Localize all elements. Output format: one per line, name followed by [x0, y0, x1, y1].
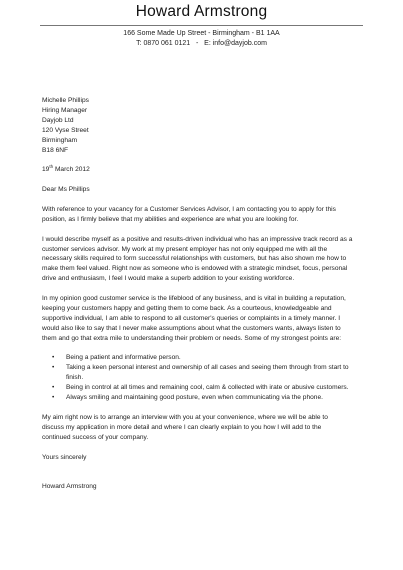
- bullet-icon: •: [52, 394, 55, 402]
- letter-date: [42, 165, 367, 175]
- recipient-line: 120 Vyse Street: [42, 126, 89, 134]
- strengths-list: [42, 353, 367, 403]
- recipient-address: [42, 96, 367, 155]
- paragraph-intro: [42, 205, 367, 225]
- paragraph-closing: [42, 413, 367, 443]
- bullet-icon: •: [52, 384, 55, 392]
- recipient-line: Birmingham: [42, 136, 78, 144]
- list-item-line: Being a patient and informative person.: [66, 354, 181, 362]
- letterhead: [40, 0, 363, 48]
- paragraph-line: would also like to say that I never make assumptions about what the customers wants, always listen to: [42, 324, 341, 332]
- list-item-line: Always smiling and maintaining good posture, even when communicating via the phone.: [66, 394, 323, 402]
- bullet-icon: •: [52, 364, 55, 372]
- recipient-line: Hiring Manager: [42, 106, 88, 114]
- list-item: [42, 383, 367, 393]
- paragraph-line: discuss my application in more detail and where I can clearly explain to you how I will add to the: [42, 423, 322, 431]
- closing: Yours sincerely: [42, 453, 87, 461]
- paragraph-line: keeping your customers happy and getting them to come back. As a courteous, knowledgeable and: [42, 304, 332, 312]
- signature-name: Howard Armstrong: [42, 483, 97, 491]
- paragraph-self-description: [42, 235, 367, 285]
- paragraph-line: them and go that extra mile to understanding their problem or needs. Some of my strongest points are:: [42, 334, 342, 342]
- list-item-line: Being in control at all times and remaining cool, calm & collected with irate or abusive customers.: [66, 384, 349, 392]
- paragraph-line: make them feel valued. Right now as someone who is endowed with a strategic mindset, focus, personal: [42, 265, 348, 273]
- list-item-line: Taking a keen personal interest and ownership of all cases and seeing them through from start to: [66, 364, 349, 372]
- paragraph-line: I would describe myself as a positive and results-driven individual who has an impressive track record as a: [42, 235, 353, 243]
- paragraph-line: In my opinion good customer service is the lifeblood of any business, and is vital in building a reputation,: [42, 295, 346, 303]
- header-divider: [40, 25, 363, 26]
- list-item: [42, 353, 367, 363]
- paragraph-line: supportive individual, I am able to respond to all customer's queries or complaints in a timely manner. I: [42, 314, 341, 322]
- list-item: [42, 363, 367, 383]
- list-item: [42, 393, 367, 403]
- paragraph-customer-service: [42, 294, 367, 344]
- date-day: 19: [42, 166, 50, 174]
- paragraph-line: drive and enthusiasm, I feel I would make a superb addition to your existing workforce.: [42, 275, 295, 283]
- bullet-icon: •: [52, 354, 55, 362]
- sender-address: 166 Some Made Up Street - Birmingham - B1 1AA: [123, 30, 280, 37]
- recipient-line: B18 6NF: [42, 146, 69, 154]
- recipient-line: Dayjob Ltd: [42, 116, 74, 124]
- salutation: Dear Ms Phillips: [42, 186, 90, 194]
- date-suffix: th: [49, 164, 54, 170]
- paragraph-line: position, as I firmly believe that my abilities and experience are what you are looking for.: [42, 215, 299, 223]
- paragraph-line: continued success of your company.: [42, 433, 149, 441]
- paragraph-line: necessary skills required to form successful relationships with customers, but has also shown me how to: [42, 255, 347, 263]
- paragraph-line: My aim right now is to arrange an interview with you at your convenience, where we will be able to: [42, 413, 328, 421]
- date-rest: March 2012: [53, 166, 90, 174]
- sender-name: Howard Armstrong: [135, 3, 268, 20]
- letter-body: [42, 96, 367, 492]
- paragraph-line: With reference to your vacancy for a Customer Services Advisor, I am contacting you to apply for this: [42, 205, 336, 213]
- recipient-line: Michelle Phillips: [42, 97, 89, 104]
- paragraph-line: customer services advisor. My work at my present employer has not only equipped me with all the: [42, 245, 328, 253]
- sender-contact: T: 0870 061 0121 - E: info@dayjob.com: [136, 39, 267, 47]
- list-item-line: finish.: [66, 374, 84, 382]
